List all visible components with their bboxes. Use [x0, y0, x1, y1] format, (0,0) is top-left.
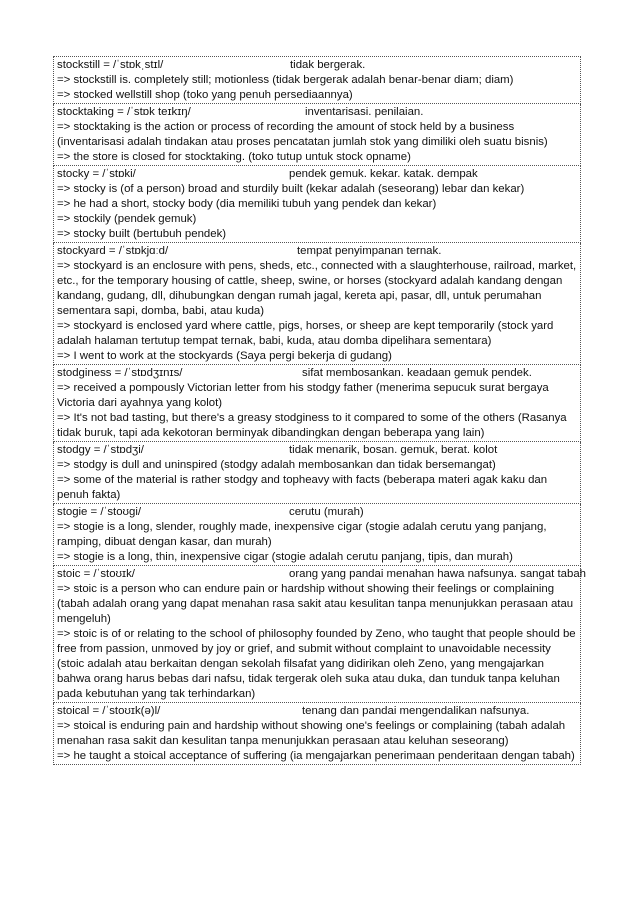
entry-headline: [57, 244, 579, 259]
entry-translation: tidak menarik, bosan. gemuk, berat. kolot: [289, 444, 498, 456]
example-line: => he had a short, stocky body (dia memiliki tubuh yang pendek dan kekar): [57, 198, 437, 210]
dictionary-entry: [53, 566, 587, 703]
entry-headword: stocktaking = /ˈstɒk teɪkɪŋ/: [57, 106, 191, 118]
example-line: => stocky is (of a person) broad and sturdily built (kekar adalah (seseorang) lebar dan kekar): [57, 183, 525, 195]
entry-translation: tempat penyimpanan ternak.: [297, 245, 442, 257]
example-line: => stoic is a person who can endure pain or hardship without showing their feelings or complaining (tabah adalah orang yang dapat menahan rasa sakit atau kesulitan tanpa menunjukkan perasaan atau mengeluh): [57, 583, 574, 625]
example-line: => stodgy is dull and uninspired (stodgy adalah membosankan dan tidak bersemangat): [57, 459, 496, 471]
example-line: => some of the material is rather stodgy and topheavy with facts (beberapa materi agak kaku dan penuh fakta): [57, 474, 548, 501]
example-line: => stocktaking is the action or process of recording the amount of stock held by a business (inventarisasi adalah tindakan atau proses pencatatan jumlah stok yang dimiliki oleh suatu bisnis): [57, 121, 548, 148]
dictionary-entry: [53, 243, 581, 365]
entry-translation: pendek gemuk. kekar. katak. dempak: [289, 168, 478, 180]
dictionary-entry: [53, 166, 581, 243]
entry-headword: stodgy = /ˈstɒdʒi/: [57, 444, 144, 456]
dictionary-entry: [53, 504, 581, 566]
entry-headline: [57, 443, 579, 458]
example-line: => It's not bad tasting, but there's a greasy stodginess to it compared to some of the others (Rasanya tidak buruk, tapi ada kekotoran berminyak dibandingkan dengan beberapa yang lain): [57, 412, 567, 439]
entry-headline: [57, 366, 579, 381]
example-line: => the store is closed for stocktaking. (toko tutup untuk stock opname): [57, 151, 411, 163]
entry-headline: [57, 167, 579, 182]
entry-translation: inventarisasi. penilaian.: [305, 106, 424, 118]
example-line: => stocked wellstill shop (toko yang penuh persediaannya): [57, 89, 353, 101]
entry-translation: tenang dan pandai mengendalikan nafsunya.: [302, 705, 530, 717]
example-line: => stockyard is an enclosure with pens, sheds, etc., connected with a slaughterhouse, railroad, market, etc., for the temporary housing of cattle, sheep, swine, or horses (stockyard adalah kandang dengan kandang, gudang, dll, dihubungkan dengan rumah jagal, kereta api, pasar, dll, untuk perumahan sementara sapi, domba, babi, atau kuda): [57, 260, 577, 317]
dictionary-page: [53, 56, 587, 765]
entry-headword: stoic = /ˈstoʊɪk/: [57, 568, 135, 580]
entry-headword: stockyard = /ˈstɒkjɑːd/: [57, 245, 169, 257]
entry-translation: orang yang pandai menahan hawa nafsunya. sangat tabah: [289, 568, 587, 580]
entry-headword: stockstill = /ˈstɒkˌstɪl/: [57, 59, 164, 71]
example-line: => stockstill is. completely still; motionless (tidak bergerak adalah benar-benar diam; diam): [57, 74, 514, 86]
example-line: => stockyard is enclosed yard where cattle, pigs, horses, or sheep are kept temporarily (stock yard adalah halaman tertutup tempat ternak, babi, kuda, atau domba dipelihara sementara): [57, 320, 554, 347]
entry-translation: sifat membosankan. keadaan gemuk pendek.: [302, 367, 532, 379]
entry-headword: stocky = /ˈstɒki/: [57, 168, 136, 180]
entry-headline: [57, 58, 579, 73]
example-line: => stoical is enduring pain and hardship without showing one's feelings or complaining (tabah adalah menahan rasa sakit dan kesulitan tanpa menunjukkan perasaan atau keluhan seseorang): [57, 720, 566, 747]
entry-headword: stogie = /ˈstoʊgi/: [57, 506, 142, 518]
dictionary-entry: [53, 56, 581, 104]
entry-headword: stoical = /ˈstoʊɪk(ə)l/: [57, 705, 161, 717]
example-line: => received a pompously Victorian letter from his stodgy father (menerima sepucuk surat bergaya Victoria dari ayahnya yang kolot): [57, 382, 549, 409]
entry-headline: [57, 567, 587, 582]
entry-translation: cerutu (murah): [289, 506, 364, 518]
example-line: => stocky built (bertubuh pendek): [57, 228, 227, 240]
entry-headword: stodginess = /ˈstɒdʒɪnɪs/: [57, 367, 183, 379]
example-line: => stoic is of or relating to the school of philosophy founded by Zeno, who taught that people should be free from passion, unmoved by joy or grief, and submit without complaint to unavoidable necessity (stoic adalah atau berkaitan dengan sekolah filsafat yang didirikan oleh Zeno, yang mengajarkan bahwa orang harus bebas dari nafsu, tidak tergerak oleh suka atau duka, dan tunduk tanpa keluhan pada kebutuhan yang tak terhindarkan): [57, 628, 576, 700]
example-line: => he taught a stoical acceptance of suffering (ia mengajarkan penerimaan penderitaan dengan tabah): [57, 750, 575, 762]
entry-headline: [57, 704, 579, 719]
dictionary-entry: [53, 703, 581, 765]
example-line: => I went to work at the stockyards (Saya pergi bekerja di gudang): [57, 350, 392, 362]
entry-translation: tidak bergerak.: [290, 59, 366, 71]
example-line: => stogie is a long, thin, inexpensive cigar (stogie adalah cerutu panjang, tipis, dan murah): [57, 551, 513, 563]
example-line: => stockily (pendek gemuk): [57, 213, 197, 225]
entry-headline: [57, 505, 579, 520]
dictionary-entry: [53, 104, 581, 166]
dictionary-entry: [53, 365, 581, 442]
example-line: => stogie is a long, slender, roughly made, inexpensive cigar (stogie adalah cerutu yang panjang, ramping, dibuat dengan kasar, dan murah): [57, 521, 547, 548]
dictionary-entry: [53, 442, 581, 504]
entry-headline: [57, 105, 579, 120]
